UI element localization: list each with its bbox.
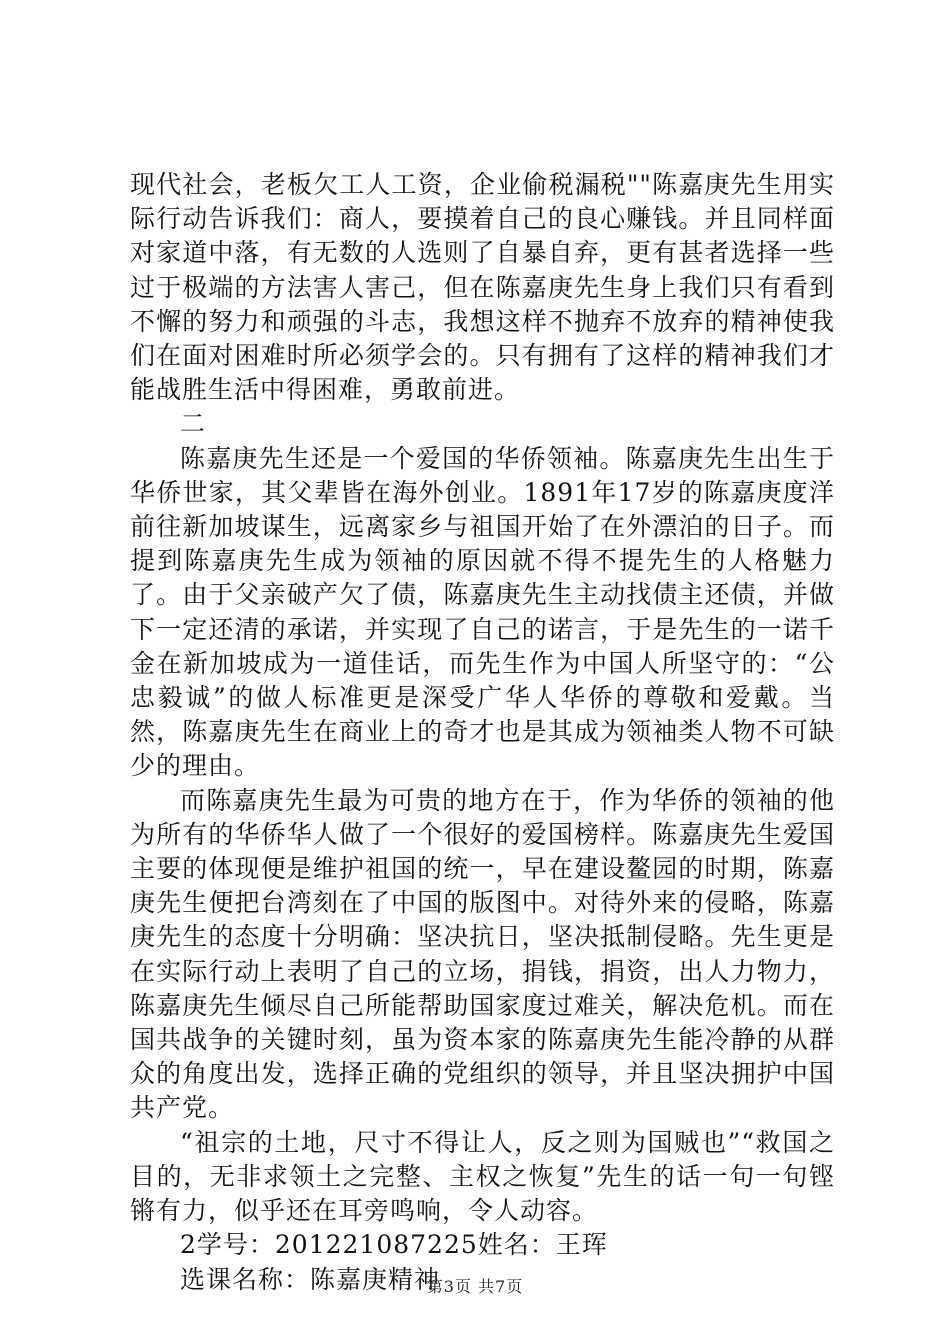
paragraph-quotes: “祖宗的土地，尺寸不得让人，反之则为国贼也”“救国之目的，无非求领土之完整、主权之恢复”先生的话一句一句铿锵有力，似乎还在耳旁鸣响，令人动容。 [130,1127,835,1226]
page-number: 第3页 共7页 [426,1277,524,1296]
page-footer [0,1274,950,1297]
paragraph-patriotic-example: 而陈嘉庚先生最为可贵的地方在于，作为华侨的领袖的他为所有的华侨华人做了一个很好的爱国榜样。陈嘉庚先生爱国主要的体现便是维护祖国的统一，早在建设鳌园的时期，陈嘉庚先生便把台湾刻在了中国的版图中。对待外来的侵略，陈嘉庚先生的态度十分明确：坚决抗日，坚决抵制侵略。先生更是在实际行动上表明了自己的立场，捐钱，捐资，出人力物力，陈嘉庚先生倾尽自己所能帮助国家度过难关，解决危机。而在国共战争的关键时刻，虽为资本家的陈嘉庚先生能冷静的从群众的角度出发，选择正确的党组织的领导，并且坚决拥护中国共产党。 [130,785,835,1123]
paragraph-continuation: 现代社会，老板欠工人工资，企业偷税漏税""陈嘉庚先生用实际行动告诉我们：商人，要摸着自己的良心赚钱。并且同样面对家道中落，有无数的人选则了自暴自弃，更有甚者选择一些过于极端的方法害人害己，但在陈嘉庚先生身上我们只有看到不懈的努力和顽强的斗志，我想这样不抛弃不放弃的精神使我们在面对困难时所必须学会的。只有拥有了这样的精神我们才能战胜生活中得困难，勇敢前进。 [130,170,835,405]
document-body [130,168,835,1297]
paragraph-patriotic-leader: 陈嘉庚先生还是一个爱国的华侨领袖。陈嘉庚先生出生于华侨世家，其父辈皆在海外创业。1891年17岁的陈嘉庚度洋前往新加坡谋生，远离家乡与祖国开始了在外漂泊的日子。而提到陈嘉庚先生成为领袖的原因就不得不提先生的人格魅力了。由于父亲破产欠了债，陈嘉庚先生主动找债主还债，并做下一定还清的承诺，并实现了自己的诺言，于是先生的一诺千金在新加坡成为一道佳话，而先生作为中国人所坚守的：“公忠毅诚”的做人标准更是深受广华人华侨的尊敬和爱戴。当然，陈嘉庚先生在商业上的奇才也是其成为领袖类人物不可缺少的理由。 [130,443,835,781]
section-number: 二 [180,409,207,439]
course-name-line: 选课名称：陈嘉庚精神 [180,1264,441,1294]
student-info-line: 2学号：201221087225姓名：王珲 [180,1230,608,1260]
